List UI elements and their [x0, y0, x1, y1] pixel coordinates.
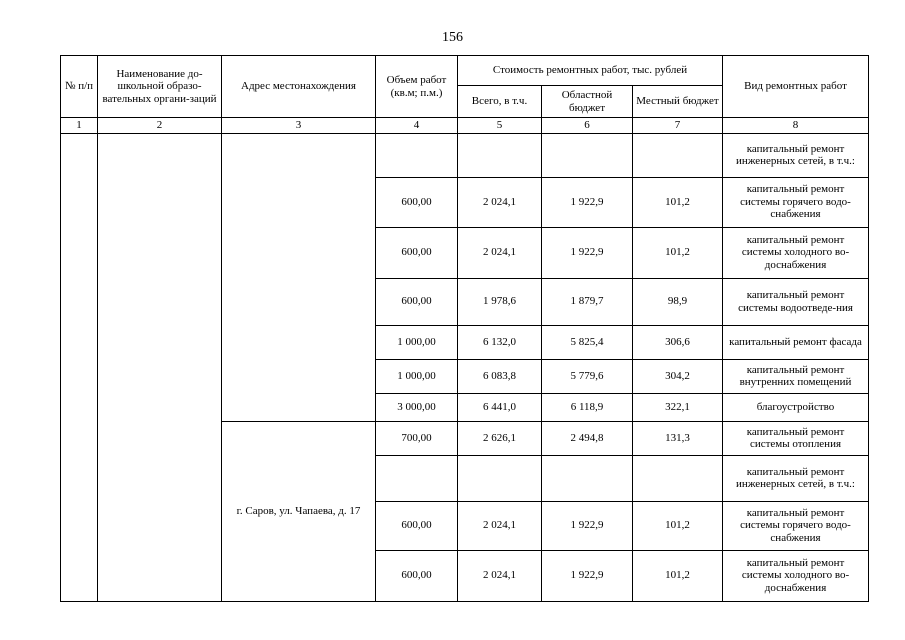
header-local: Местный бюджет: [633, 86, 723, 118]
column-number: 3: [222, 118, 376, 134]
volume-cell: 600,00: [376, 550, 458, 601]
local-cell: 101,2: [633, 177, 723, 227]
kind-cell: капитальный ремонт системы горячего водо-снабжения: [723, 177, 869, 227]
page-number: 156: [442, 30, 463, 45]
header-address: Адрес местонахождения: [222, 56, 376, 118]
column-number: 1: [61, 118, 98, 134]
total-cell: [458, 133, 542, 177]
local-cell: [633, 455, 723, 501]
total-cell: 2 024,1: [458, 227, 542, 278]
column-number: 2: [98, 118, 222, 134]
total-cell: 6 132,0: [458, 325, 542, 359]
local-cell: 322,1: [633, 393, 723, 421]
volume-cell: 700,00: [376, 421, 458, 455]
address-cell-1: [222, 133, 376, 421]
total-cell: 2 024,1: [458, 501, 542, 550]
number-cell: [61, 133, 98, 601]
total-cell: 2 626,1: [458, 421, 542, 455]
regional-cell: 6 118,9: [542, 393, 633, 421]
local-cell: 101,2: [633, 227, 723, 278]
total-cell: 6 083,8: [458, 359, 542, 393]
local-cell: 101,2: [633, 501, 723, 550]
local-cell: 304,2: [633, 359, 723, 393]
volume-cell: 600,00: [376, 278, 458, 325]
local-cell: [633, 133, 723, 177]
volume-cell: 1 000,00: [376, 325, 458, 359]
volume-cell: 600,00: [376, 501, 458, 550]
volume-cell: [376, 133, 458, 177]
local-cell: 131,3: [633, 421, 723, 455]
regional-cell: [542, 133, 633, 177]
total-cell: 2 024,1: [458, 550, 542, 601]
organization-cell: [98, 133, 222, 601]
header-kind: Вид ремонтных работ: [723, 56, 869, 118]
kind-cell: капитальный ремонт внутренних помещений: [723, 359, 869, 393]
column-number: 8: [723, 118, 869, 134]
kind-cell: капитальный ремонт инженерных сетей, в т.ч.:: [723, 455, 869, 501]
local-cell: 306,6: [633, 325, 723, 359]
kind-cell: капитальный ремонт инженерных сетей, в т.ч.:: [723, 133, 869, 177]
regional-cell: 1 922,9: [542, 501, 633, 550]
header-volume: Объем работ (кв.м; п.м.): [376, 56, 458, 118]
column-number: 4: [376, 118, 458, 134]
address-cell-2: г. Саров, ул. Чапаева, д. 17: [222, 421, 376, 601]
kind-cell: капитальный ремонт системы водоотведе-ния: [723, 278, 869, 325]
kind-cell: капитальный ремонт системы холодного во-доснабжения: [723, 227, 869, 278]
regional-cell: 1 922,9: [542, 227, 633, 278]
total-cell: 2 024,1: [458, 177, 542, 227]
header-cost-group: Стоимость ремонтных работ, тыс. рублей: [458, 56, 723, 86]
regional-cell: [542, 455, 633, 501]
column-number: 6: [542, 118, 633, 134]
total-cell: 1 978,6: [458, 278, 542, 325]
volume-cell: [376, 455, 458, 501]
header-organization: Наименование до-школьной образо-вательных органи-заций: [98, 56, 222, 118]
kind-cell: капитальный ремонт фасада: [723, 325, 869, 359]
volume-cell: 3 000,00: [376, 393, 458, 421]
total-cell: 6 441,0: [458, 393, 542, 421]
kind-cell: капитальный ремонт системы отопления: [723, 421, 869, 455]
kind-cell: благоустройство: [723, 393, 869, 421]
local-cell: 98,9: [633, 278, 723, 325]
header-total: Всего, в т.ч.: [458, 86, 542, 118]
regional-cell: 1 879,7: [542, 278, 633, 325]
header-regional: Областной бюджет: [542, 86, 633, 118]
volume-cell: 600,00: [376, 177, 458, 227]
volume-cell: 1 000,00: [376, 359, 458, 393]
volume-cell: 600,00: [376, 227, 458, 278]
header-number: № п/п: [61, 56, 98, 118]
regional-cell: 2 494,8: [542, 421, 633, 455]
local-cell: 101,2: [633, 550, 723, 601]
regional-cell: 5 825,4: [542, 325, 633, 359]
column-number: 5: [458, 118, 542, 134]
regional-cell: 5 779,6: [542, 359, 633, 393]
total-cell: [458, 455, 542, 501]
column-number: 7: [633, 118, 723, 134]
regional-cell: 1 922,9: [542, 177, 633, 227]
kind-cell: капитальный ремонт системы горячего водо-снабжения: [723, 501, 869, 550]
regional-cell: 1 922,9: [542, 550, 633, 601]
repair-works-table: [60, 55, 869, 602]
kind-cell: капитальный ремонт системы холодного во-доснабжения: [723, 550, 869, 601]
